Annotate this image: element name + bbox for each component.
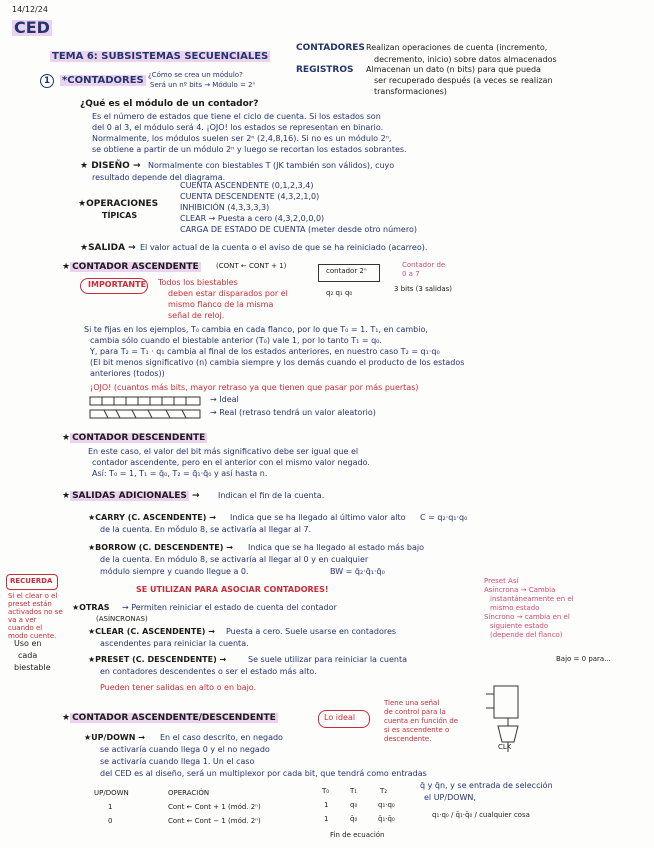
asc-desc-title: ★ CONTADOR ASCENDENTE/DESCENDENTE	[62, 713, 276, 723]
asociar-note: Asíncrona → Cambia	[484, 586, 556, 594]
t-cell: q₀	[350, 801, 358, 809]
descendente-title: ★ CONTADOR DESCENDENTE	[62, 433, 206, 443]
diseno-title: ★ DISEÑO →	[80, 161, 141, 171]
borrow-formula: BW = q̄₂·q̄₁·q̄₀	[330, 567, 385, 576]
t-cell: 1	[324, 801, 329, 809]
asc-desc-line: el UP/DOWN,	[424, 793, 476, 802]
asociar-title: SE UTILIZAN PARA ASOCIAR CONTADORES!	[136, 585, 329, 594]
ojo-note: ¡OJO! (cuantos más bits, mayor retraso ya que tienen que pasar por más puertas)	[90, 383, 419, 392]
otras-desc: → Permiten reiniciar el estado de cuenta del contador	[122, 603, 337, 612]
t-header: T₂	[380, 787, 388, 795]
asc-desc-line: q₁·q₀ / q̄₁·q̄₀ / cualquier cosa	[432, 811, 530, 819]
asc-desc-line: se activaría cuando llega 1. Un el caso	[100, 757, 255, 766]
importante-line-2: deben estar disparados por el	[168, 289, 288, 298]
clear-line-1: Puesta a cero. Suele usarse en contadores	[226, 627, 397, 636]
borrow-label: ★BORROW (C. DESCENDENTE) →	[88, 543, 233, 552]
real-label: → Real (retraso tendrá un valor aleatorio)	[210, 408, 376, 417]
contadores-desc-2: decremento, inicio) sobre datos almacenados	[374, 55, 557, 64]
clear-line-2: ascendentes para reiniciar la cuenta.	[100, 639, 249, 648]
operacion-item: CLEAR → Puesta a cero (4,3,2,0,0,0)	[180, 214, 325, 223]
asociar-note: Síncrono → cambia en el	[484, 613, 570, 621]
diseno-line-1: Normalmente con biestables T (JK también son válidos), cuyo	[148, 161, 395, 170]
registros-desc-2: ser recuperado después (a veces se realizan	[374, 76, 553, 85]
preset-line-1: Se suele utilizar para reiniciar la cuenta	[248, 655, 407, 664]
modulo-line-2: del 0 al 3, el módulo será 4. ¡OJO! los estados se representan en binario.	[92, 123, 384, 132]
otras-sub: (ASÍNCRONAS)	[96, 615, 148, 623]
operaciones-subtitle: TÍPICAS	[102, 211, 138, 220]
date-label: 14/12/24	[12, 5, 48, 14]
updown-label: ★UP/DOWN →	[84, 733, 145, 742]
diseno-line-2: resultado depende del diagrama.	[92, 173, 226, 182]
borrow-line-2: de la cuenta. En módulo 8, se activaría al llegar al 0 y en cualquier	[100, 555, 369, 564]
preset-line-3: Pueden tener salidas en alto o en bajo.	[100, 683, 257, 692]
ud-note: descendente.	[384, 735, 432, 743]
operacion-cell: Cont ← Cont − 1 (mód. 2ⁿ)	[168, 817, 261, 825]
otras-label: ★OTRAS	[72, 603, 110, 612]
desc-line-3: Así: T₀ = 1, T₁ = q̄₀, T₂ = q̄₁·q̄₀ y así hasta n.	[92, 469, 268, 478]
carry-label: ★CARRY (C. ASCENDENTE) →	[88, 513, 216, 522]
modulo-line-1: Es el número de estados que tiene el ciclo de cuenta. Si los estados son	[92, 112, 381, 121]
clear-label: ★CLEAR (C. ASCENDENTE) →	[88, 627, 215, 636]
desc-line-2: contador ascendente, pero en el anterior con el mismo valor negado.	[92, 458, 370, 467]
asociar-note: Preset Así	[484, 577, 519, 585]
asc-para-5: anteriores (todos))	[90, 369, 165, 378]
t-cell: q₁·q₀	[378, 801, 395, 809]
desc-line-1: En este caso, el valor del bit más significativo debe ser igual que el	[88, 447, 359, 456]
bits-note: 3 bits (3 salidas)	[394, 285, 453, 293]
operacion-col-header: OPERACIÓN	[168, 789, 210, 797]
contadores-desc-1: Realizan operaciones de cuenta (incremento,	[366, 43, 548, 52]
asociar-note: mismo estado	[490, 604, 540, 612]
modulo-line-4: se obtiene a partir de un módulo 2ⁿ y luego se recortan los estados sobrantes.	[92, 145, 407, 154]
operacion-cell: Cont ← Cont + 1 (mód. 2ⁿ)	[168, 803, 261, 811]
importante-label: IMPORTANTE	[88, 280, 147, 289]
contador-note-2: 0 a 7	[402, 270, 420, 278]
updown-cell: 1	[108, 803, 113, 811]
ud-note: cuenta en función de	[384, 717, 459, 725]
importante-line-4: señal de reloj.	[168, 311, 225, 320]
asc-desc-line: q̄ y q̄n, y se entrada de selección	[420, 781, 553, 790]
tema-title: TEMA 6: SUBSISTEMAS SECUENCIALES	[52, 51, 269, 62]
uso-line-3: biestable	[14, 663, 51, 672]
ascendente-title: ★ CONTADOR ASCENDENTE	[62, 262, 199, 272]
operacion-item: CUENTA DESCENDENTE (4,3,2,1,0)	[180, 192, 320, 201]
registros-desc-1: Almacenan un dato (n bits) para que pueda	[366, 65, 541, 74]
recuerda-text: Si el clear o el preset están activados no se va a ver cuando el modo cuente.	[8, 592, 63, 641]
preset-line-2: en contadores descendentes o ser el estado más alto.	[100, 667, 317, 676]
uso-line-1: Uso en	[14, 639, 42, 648]
ascendente-formula: (CONT ← CONT + 1)	[216, 262, 287, 270]
asc-para-1: Si te fijas en los ejemplos, T₀ cambia en cada flanco, por lo que T₀ = 1. T₁, en cambio,	[84, 325, 428, 334]
modulo-line-3: Normalmente, los módulos suelen ser 2ⁿ (2,4,8,16). Si no es un módulo 2ⁿ,	[92, 134, 392, 143]
asociar-note: (depende del flanco)	[490, 631, 563, 639]
preset-label: ★PRESET (C. DESCENDENTE) →	[88, 655, 227, 664]
carry-line-2: de la cuenta. En módulo 8, se activaría al llegar al 7.	[100, 525, 312, 534]
clk-label: CLK	[498, 743, 512, 751]
subject-title: CED	[14, 18, 50, 37]
updown-cell: 0	[108, 817, 113, 825]
asc-desc-line: se activaría cuando llega 0 y el no negado	[100, 745, 270, 754]
bajo-note: Bajo = 0 para...	[556, 655, 611, 663]
asc-para-3: Y, para T₂ = T₁ · q₁ cambia al final de los estados anteriores, en nuestro caso T₂ = q₁·q₀	[90, 347, 440, 356]
asc-desc-line: del CED es al diseño, será un multiplexor por cada bit, que tendrá como entradas	[100, 769, 427, 778]
importante-line-3: mismo flanco de la misma	[168, 300, 274, 309]
carry-line-1: Indica que se ha llegado al último valor alto	[230, 513, 406, 522]
t-note: Fin de ecuación	[330, 831, 385, 839]
borrow-line-1: Indica que se ha llegado al estado más bajo	[248, 543, 425, 552]
asociar-note: siguiente estado	[490, 622, 549, 630]
ud-note: de control para la	[384, 708, 446, 716]
registros-desc-3: transformaciones)	[374, 87, 447, 96]
recuerda-title: RECUERDA	[10, 577, 53, 585]
mux-diagram	[484, 680, 544, 760]
asociar-note: instantáneamente en el	[490, 595, 574, 603]
ideal-label: Lo ideal	[324, 713, 356, 722]
updown-col-header: UP/DOWN	[94, 789, 129, 797]
t-header: T₀	[322, 787, 330, 795]
contador-outputs: q₂ q₁ q₀	[326, 289, 353, 297]
operacion-item: CUENTA ASCENDENTE (0,1,2,3,4)	[180, 181, 314, 190]
contadores-label: CONTADORES	[296, 43, 365, 53]
ideal-label: → Ideal	[210, 395, 239, 404]
carry-formula: C = q₂·q₁·q₀	[420, 513, 468, 522]
asc-para-4: (El bit menos significativo (n) cambia siempre y los demás cuando el producto de los estados	[90, 358, 465, 367]
salida-title: ★SALIDA →	[80, 243, 136, 253]
salida-text: El valor actual de la cuenta o el aviso de que se ha reiniciado (acarreo).	[140, 243, 428, 252]
asc-para-2: cambia sólo cuando el biestable anterior (T₀) vale 1, por lo tanto T₁ = q₀.	[90, 336, 382, 345]
t-cell: q̄₀	[350, 815, 358, 823]
registros-label: REGISTROS	[296, 65, 354, 75]
borrow-line-3: módulo siempre y cuando llegue a 0.	[100, 567, 249, 576]
t-header: T₁	[350, 787, 358, 795]
operaciones-title: ★OPERACIONES	[78, 199, 159, 209]
importante-line-1: Todos los biestables	[158, 278, 238, 287]
t-cell: q̄₁·q̄₀	[378, 815, 395, 823]
operacion-item: INHIBICIÓN (4,3,3,3,3)	[180, 203, 270, 212]
uso-line-2: cada	[18, 651, 38, 660]
ud-note: Tiene una señal	[384, 699, 440, 707]
contador-note-1: Contador de	[402, 261, 446, 269]
salidas-adicionales-desc: Indican el fin de la cuenta.	[218, 491, 325, 500]
contadores-question: ¿Cómo se crea un módulo?	[148, 71, 243, 79]
ud-note: si es ascendente o	[384, 726, 450, 734]
modulo-question: ¿Qué es el módulo de un contador?	[80, 99, 259, 109]
section-number: 1	[40, 74, 54, 88]
contador-block-label: contador 2ⁿ	[326, 267, 367, 275]
contadores-question2: Será un nº bits → Módulo = 2ⁿ	[150, 81, 256, 89]
operacion-item: CARGA DE ESTADO DE CUENTA (meter desde otro número)	[180, 225, 417, 234]
asc-desc-line: En el caso descrito, en negado	[160, 733, 283, 742]
contadores-title: *CONTADORES	[62, 75, 144, 86]
salidas-adicionales-title: ★ SALIDAS ADICIONALES →	[62, 491, 200, 501]
t-cell: 1	[324, 815, 329, 823]
